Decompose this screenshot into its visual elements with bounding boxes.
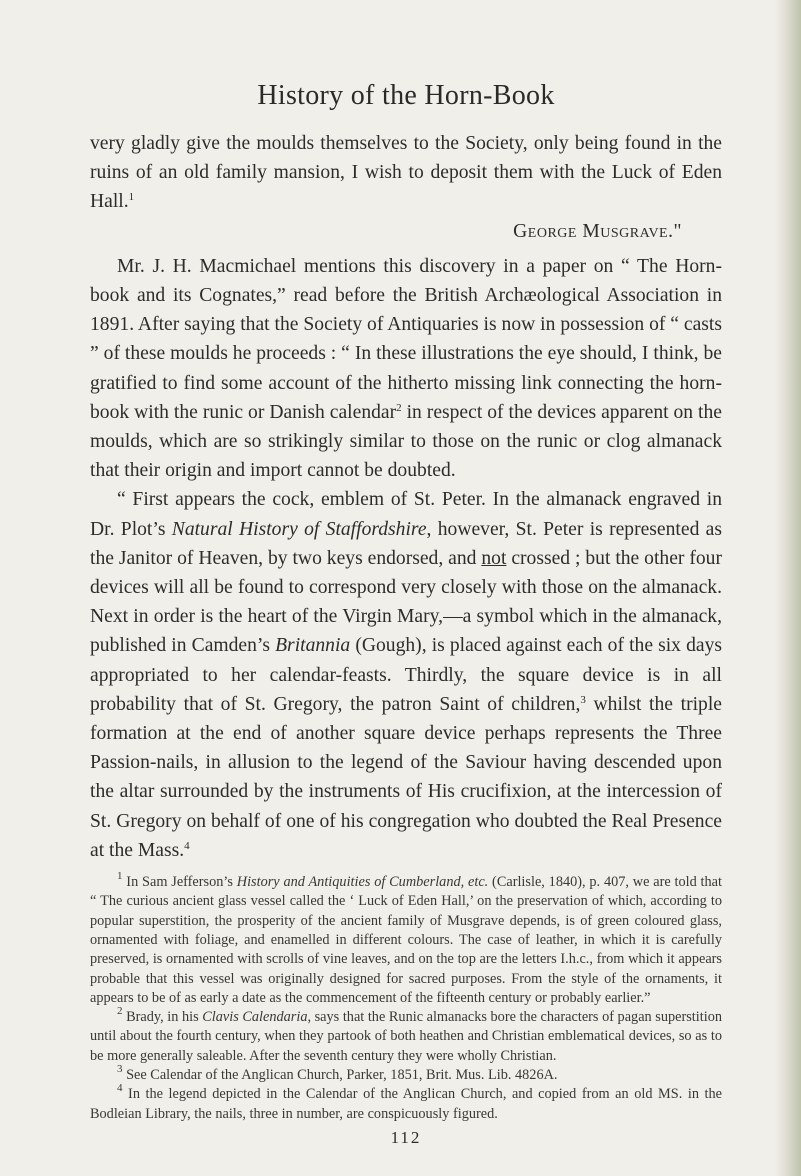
- note-ref-1: 1: [128, 191, 135, 204]
- footnote-3-text: See Calendar of the Anglican Church, Parker, 1851, Brit. Mus. Lib. 4826A.: [122, 1067, 558, 1084]
- page-number: 112: [390, 1127, 422, 1147]
- para3-text-a: “ First appears the cock, emblem of St. Peter. In the almanack engraved in Dr. Plot’s: [90, 489, 722, 540]
- title-britannia: Britannia: [275, 635, 351, 657]
- running-head: History of the Horn-Book: [257, 80, 555, 111]
- note-ref-4: 4: [184, 839, 190, 852]
- para2-text-b: in respect of the devices apparent on the moulds, which are so strikingly similar to those on the runic or clog almanack that their origin and import cannot be doubted.: [90, 401, 722, 482]
- signature: George Musgrave.": [513, 220, 682, 242]
- letter-end-paragraph: [90, 129, 722, 217]
- footnote-1-number: 1: [117, 870, 123, 883]
- note-ref-3: 3: [580, 693, 586, 706]
- book-page: [90, 80, 722, 1148]
- para3-text-c: crossed ; but the other four devices will all be found to correspond very closely with those on the almanack. Next in order is the heart of the Virgin Mary,—a symbol which in the almanack, published in Camden’s: [90, 547, 722, 657]
- underlined-not: not: [481, 547, 507, 569]
- macmichael-paragraph: [90, 252, 722, 486]
- footnote-1-text-a: In Sam Jefferson’s: [122, 874, 237, 891]
- letter-end-text: very gladly give the moulds themselves to the Society, only being found in the ruins of an old family mansion, I wish to deposit them with the Luck of Eden Hall.: [90, 133, 722, 213]
- footnote-2-text-b: , says that the Runic almanacks bore the characters of pagan superstition until about the fourth century, when they partook of both heathen and Christian emblematical devices, so as to be more generally saleable. After the seventh century they were wholly Christian.: [90, 1009, 722, 1064]
- footnote-2-title: Clavis Calendaria: [202, 1009, 308, 1026]
- footnote-3: [90, 1063, 722, 1085]
- body-text: [90, 129, 722, 865]
- page-edge-shadow: [775, 0, 801, 1176]
- note-ref-2: 2: [396, 401, 402, 414]
- footnote-1-title: History and Antiquities of Cumberland, etc.: [236, 874, 489, 891]
- signoff-line: [90, 217, 722, 246]
- para3-text-e: whilst the triple formation at the end of another square device perhaps represents the Three Passion-nails, in allusion to the legend of the Saviour having descended upon the altar surrounded by the instruments of His crucifixion, at the intercession of St. Gregory on behalf of one of his congregation who doubted the Real Presence at the Mass.: [90, 693, 722, 861]
- footnote-1-text-b: (Carlisle, 1840), p. 407, we are told that “ The curious ancient glass vessel called the ‘ Luck of Eden Hall,’ on the preservation of which, according to popular superstition, the prosperity of the ancient family of Musgrave depends, is of green coloured glass, ornamented with foliage, and enamelled in different colours. The case of leather, in which it is carefully preserved, is ornamented with scrolls of vine leaves, and on the top are the letters I.h.c., from which it appears probable that this vessel was originally designed for sacred purposes. From the style of the ornaments, it appears to be of as early a date as the commencement of the fifteenth century or probably earlier.”: [90, 874, 722, 1006]
- footnote-1: [90, 870, 722, 1008]
- para3-text-b: , however, St. Peter is represented as the Janitor of Heaven, by two keys endorsed, and: [90, 518, 722, 569]
- footnotes: [90, 870, 722, 1124]
- footnote-4-text: In the legend depicted in the Calendar of the Anglican Church, and copied from an old MS. in the Bodleian Library, the nails, three in number, are conspicuously figured.: [90, 1086, 722, 1122]
- title-natural-history: Natural History of Staffordshire: [171, 518, 427, 540]
- para3-text-d: (Gough), is placed against each of the six days appropriated to her calendar-feasts. Thirdly, the square device is in all probability that of St. Gregory, the patron Saint of children,: [90, 635, 722, 715]
- footnote-3-number: 3: [117, 1063, 123, 1076]
- para2-text-a: Mr. J. H. Macmichael mentions this discovery in a paper on “ The Horn-book and its Cognates,” read before the British Archæological Association in 1891. After saying that the Society of Antiquaries is now in possession of “ casts ” of these moulds he proceeds : “ In these illustrations the eye should, I think, be gratified to find some account of the hitherto missing link connecting the horn-book with the runic or Danish calendar: [90, 255, 722, 423]
- footnote-4-number: 4: [117, 1082, 123, 1095]
- footnote-2: [90, 1005, 722, 1066]
- cock-emblem-paragraph: [90, 485, 722, 865]
- footnote-4: [90, 1082, 722, 1124]
- footnote-2-text-a: Brady, in his: [122, 1009, 203, 1026]
- footnote-2-number: 2: [117, 1005, 123, 1018]
